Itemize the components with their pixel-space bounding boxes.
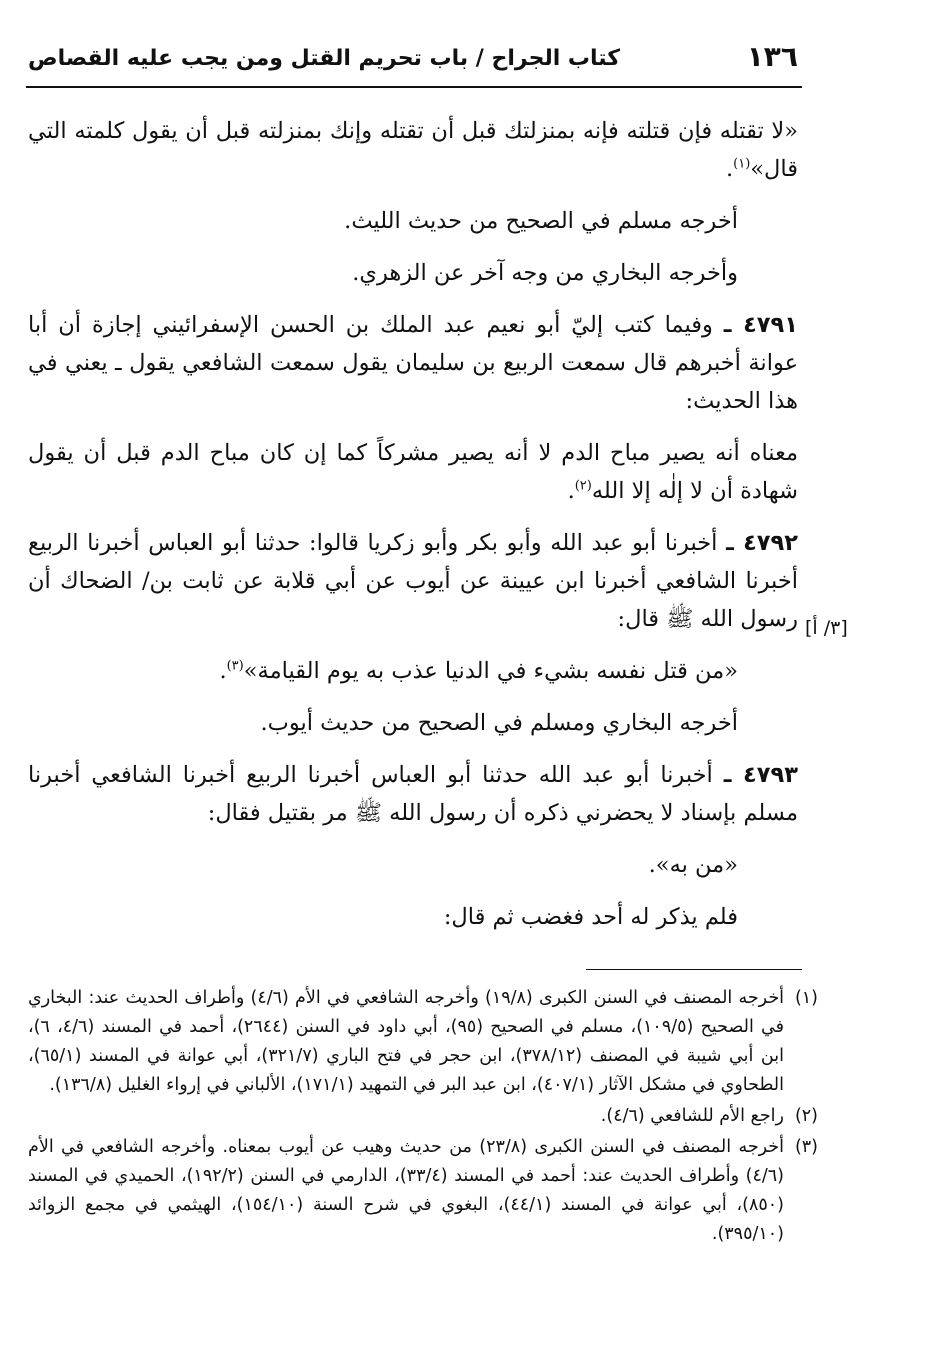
footnote-rule: [586, 969, 802, 970]
page-header: [28, 34, 798, 82]
paragraph-text: أخبرنا أبو عبد الله وأبو بكر وأبو زكريا قالوا: حدثنا أبو العباس أخبرنا الربيع أخبرنا الشافعي أخبرنا ابن عيينة عن أيوب عن أبي قلابة عن ثابت بن/ الضحاك أن رسول الله ﷺ قال:: [28, 530, 798, 632]
paragraph-takhrij: [28, 704, 798, 742]
paragraph-hadith-quote: [28, 112, 798, 188]
paragraph-narrative: [28, 898, 798, 936]
paragraph-text: معناه أنه يصير مباح الدم لا أنه يصير مشركاً كما إن كان مباح الدم قبل أن يقول شهادة أن لا إلٰه إلا الله: [28, 440, 798, 504]
footnote-text: راجع الأم للشافعي (٤/٦).: [600, 1106, 784, 1126]
main-text: [28, 112, 798, 950]
paragraph-text: فلم يذكر له أحد فغضب ثم قال:: [443, 904, 738, 930]
footnote-marker: (١): [794, 988, 818, 1008]
paragraph-text: «لا تقتله فإن قتلته فإنه بمنزلتك قبل أن تقتله وإنك بمنزلته قبل أن يقول كلمته التي قال»: [28, 118, 798, 182]
footnotes: [28, 984, 818, 1251]
hadith-number: ٤٧٩٣ ـ: [723, 762, 798, 788]
paragraph-tail: .: [567, 478, 575, 504]
paragraph-tail: .: [219, 658, 227, 684]
hadith-4793: [28, 756, 798, 832]
paragraph-text: أخرجه مسلم في الصحيح من حديث الليث.: [344, 208, 738, 234]
paragraph-text: وأخرجه البخاري من وجه آخر عن الزهري.: [352, 260, 738, 286]
hadith-4792: [28, 524, 798, 638]
paragraph-text: أخبرنا أبو عبد الله حدثنا أبو العباس أخبرنا الربيع أخبرنا الشافعي أخبرنا مسلم بإسناد لا يحضرني ذكره أن رسول الله ﷺ مر بقتيل فقال:: [28, 762, 798, 826]
footnote-marker: (٣): [794, 1137, 818, 1157]
footnote-ref: (١): [733, 156, 751, 172]
paragraph-takhrij: [28, 254, 798, 292]
footnote-2: [28, 1102, 818, 1131]
header-rule: [26, 86, 802, 88]
paragraph-text: وفيما كتب إليّ أبو نعيم عبد الملك بن الحسن الإسفرائيني إجازة أن أبا عوانة أخبرهم قال سمعت الربيع بن سليمان يقول سمعت الشافعي يقول ـ يعني في هذا الحديث:: [28, 312, 798, 414]
paragraph-commentary: [28, 434, 798, 510]
paragraph-text: «من به».: [648, 852, 738, 878]
manuscript-folio-marker: [٣/ أ]: [805, 617, 848, 639]
paragraph-tail: .: [725, 156, 734, 182]
footnote-text: أخرجه المصنف في السنن الكبرى (٢٣/٨) من حديث وهيب عن أيوب بمعناه. وأخرجه الشافعي في الأم (٤/٦) وأطراف الحديث عند: أحمد في المسند (٣٣/٤)، الدارمي في السنن (١٩٢/٢)، الحميدي في المسند (٨٥٠)، أبي عوانة في المسند (٤٤/١)، البغوي في شرح السنة (١٥٤/١٠)، الهيثمي في مجمع الزوائد (٣٩٥/١٠).: [28, 1137, 784, 1244]
paragraph-takhrij: [28, 202, 798, 240]
running-title: كتاب الجراح / باب تحريم القتل ومن يجب عليه القصاص: [28, 46, 621, 71]
paragraph-text: أخرجه البخاري ومسلم في الصحيح من حديث أيوب.: [260, 710, 738, 736]
page-number: ١٣٦: [746, 40, 798, 73]
footnote-3: [28, 1133, 818, 1249]
hadith-number: ٤٧٩٢ ـ: [726, 530, 798, 556]
hadith-number: ٤٧٩١ ـ: [723, 312, 799, 338]
hadith-4791: [28, 306, 798, 420]
footnote-marker: (٢): [794, 1106, 818, 1126]
footnote-1: [28, 984, 818, 1100]
footnote-text: أخرجه المصنف في السنن الكبرى (١٩/٨) وأخرجه الشافعي في الأم (٤/٦) وأطراف الحديث عند: البخاري في الصحيح (١٠٩/٥)، مسلم في الصحيح (٩٥)، أبي داود في السنن (٢٦٤٤)، أحمد في المسند (٤/٦، ٦)، ابن أبي شيبة في المصنف (٣٧٨/١٢)، ابن حجر في فتح الباري (٣٢١/٧)، أبي عوانة في المسند (٦٥/١)، الطحاوي في مشكل الآثار (٤٠٧/١)، ابن عبد البر في التمهيد (١٧١/١)، الألباني في إرواء الغليل (١٣٦/٨).: [28, 988, 785, 1095]
paragraph-hadith-quote: [28, 652, 798, 690]
footnote-ref: (٣): [226, 658, 244, 674]
paragraph-text: «من قتل نفسه بشيء في الدنيا عذب به يوم القيامة»: [243, 658, 738, 684]
footnote-ref: (٢): [574, 478, 592, 494]
paragraph-hadith-quote: [28, 846, 798, 884]
